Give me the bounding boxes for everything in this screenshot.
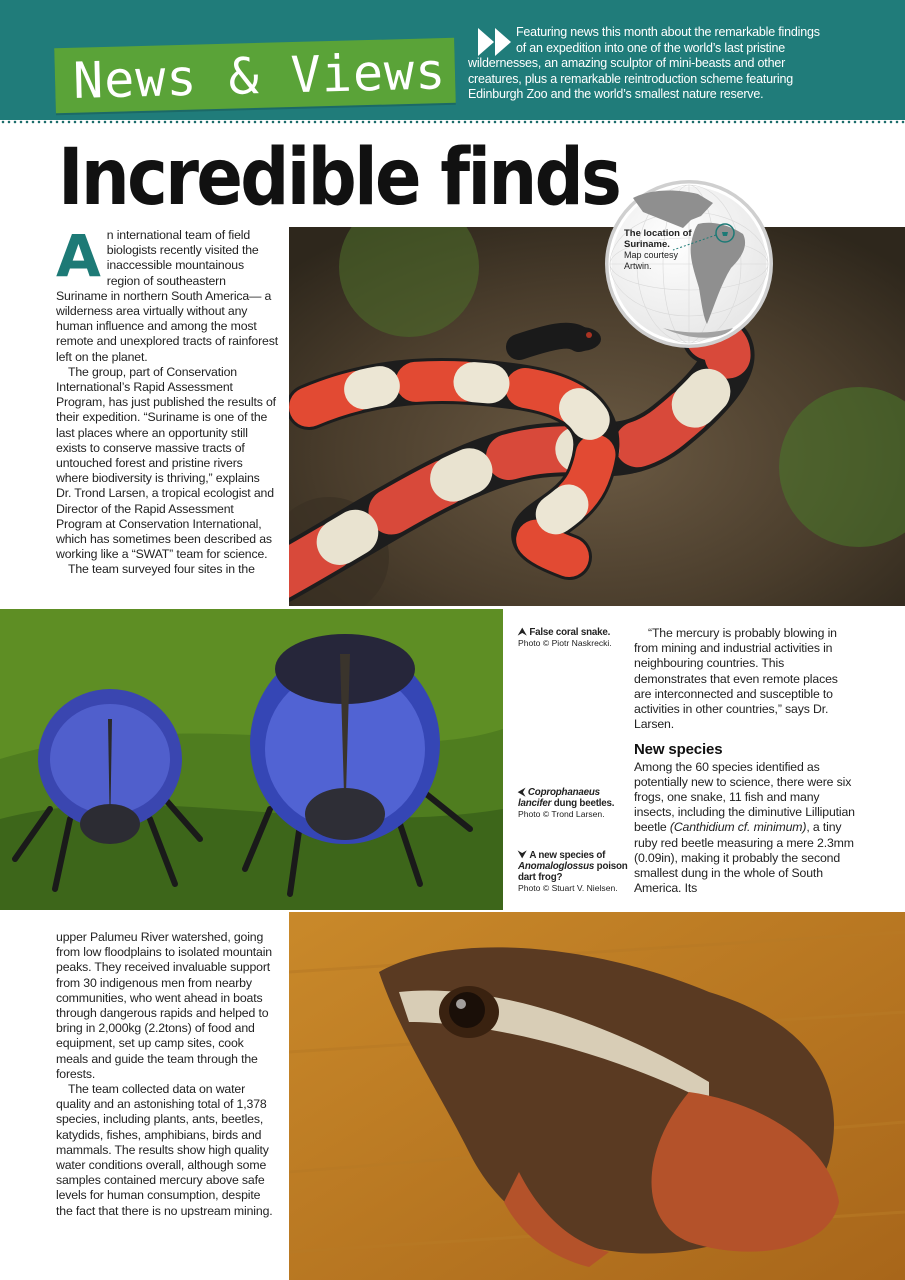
map-caption-title: The location of Suriname.: [624, 228, 692, 250]
paragraph: The team surveyed four sites in the: [68, 562, 255, 577]
map-caption: [624, 228, 704, 272]
snake-caption: [518, 627, 628, 649]
intro-line: Edinburgh Zoo and the world’s smallest nature reserve.: [468, 87, 764, 101]
frog-caption: ⮟ A new species of Anomaloglossus poison dart frog? Photo © Stuart V. Nielsen.: [518, 850, 628, 893]
intro-line: creatures, plus a remarkable reintroduction scheme featuring: [468, 71, 793, 86]
beetle-photo: [0, 609, 503, 910]
drop-cap: A: [56, 222, 101, 290]
intro-line: of an expedition into one of the world’s last pristine: [516, 40, 786, 55]
headline: Incredible finds: [58, 133, 620, 223]
intro-line: wildernesses, an amazing sculptor of mini-beasts and other: [468, 56, 786, 70]
paragraph: An international team of field biologists recently visited the inaccessible mountainous region of southeastern Suriname in northern South America— a wilderness area virtually without any human influence and among the most remote and unexplored tracts of rainforest left on the planet.: [56, 222, 278, 364]
arrow-left-icon: ⮜: [518, 787, 525, 798]
intro-line: Featuring news this month about the remarkable findings: [516, 25, 820, 39]
frog-photo: [289, 912, 905, 1280]
snake-caption-credit: Photo © Piotr Naskrecki.: [518, 638, 612, 648]
paragraph: The team collected data on water quality and an astonishing total of 1,378 species, including plants, ants, beetles, katydids, fishes, amphibians, birds and mammals. The results show high quality water conditions overall, although some samples contained mercury above safe levels for human consumption, despite the fact that there is no upstream mining.: [56, 1082, 273, 1218]
header-intro: [468, 25, 828, 103]
paragraph: Among the 60 species identified as potentially new to science, there were six frogs, one snake, 11 fish and many insects, including the diminutive Lilliputian beetle (Canthidium cf. minimum), a tiny ruby red beetle measuring a mere 2.3mm (0.09in), making it probably the second smallest dung in the whole of South America. Its: [634, 759, 855, 896]
beetle-caption: ⮜ Coprophanaeus lancifer dung beetles. Photo © Trond Larsen.: [518, 787, 628, 820]
arrow-down-icon: ⮟: [518, 850, 527, 861]
map-caption-credit: Map courtesy Artwin.: [624, 250, 679, 271]
beetle-species: Coprophanaeus lancifer: [518, 787, 600, 809]
arrow-up-icon: ⮝: [518, 627, 527, 638]
paragraph: The group, part of Conservation International’s Rapid Assessment Program, has just published the results of their expedition. “Suriname is one of the last places where an opportunity still exists to conserve massive tracts of untouched forest and pristine rivers where biodiversity is thriving,” explains Dr. Trond Larsen, a tropical ecologist and Director of the Rapid Assessment Program at Conservation International, which has sometimes been described as working like a “SWAT” team for science.: [56, 364, 276, 562]
snake-caption-title: False coral snake.: [529, 627, 611, 638]
frog-caption-credit: Photo © Stuart V. Nielsen.: [518, 883, 618, 893]
paragraph: “The mercury is probably blowing in from mining and industrial activities in neighbouring countries. This demonstrates that even remote places are interconnected and susceptible to activities in other countries,” says Dr. Larsen.: [634, 626, 838, 732]
beetle-caption-credit: Photo © Trond Larsen.: [518, 809, 605, 819]
article-column-left-bottom: [56, 930, 278, 1219]
article-column-left-top: [56, 222, 278, 578]
article-column-right: [634, 626, 856, 896]
subheading: New species: [634, 741, 723, 759]
paragraph: upper Palumeu River watershed, going from low floodplains to isolated mountain peaks. They received invaluable support from 30 indigenous men from nearby communities, who went ahead in boats through dangerous rapids and helped to bring in 2,000kg (2.2tons) of food and equipment, set up camp sites, cook meals and guide the team through the forests.: [56, 930, 272, 1081]
section-title: News & Views: [72, 42, 447, 110]
frog-genus: Anomaloglossus: [518, 861, 595, 872]
snake-photo: [289, 227, 905, 606]
